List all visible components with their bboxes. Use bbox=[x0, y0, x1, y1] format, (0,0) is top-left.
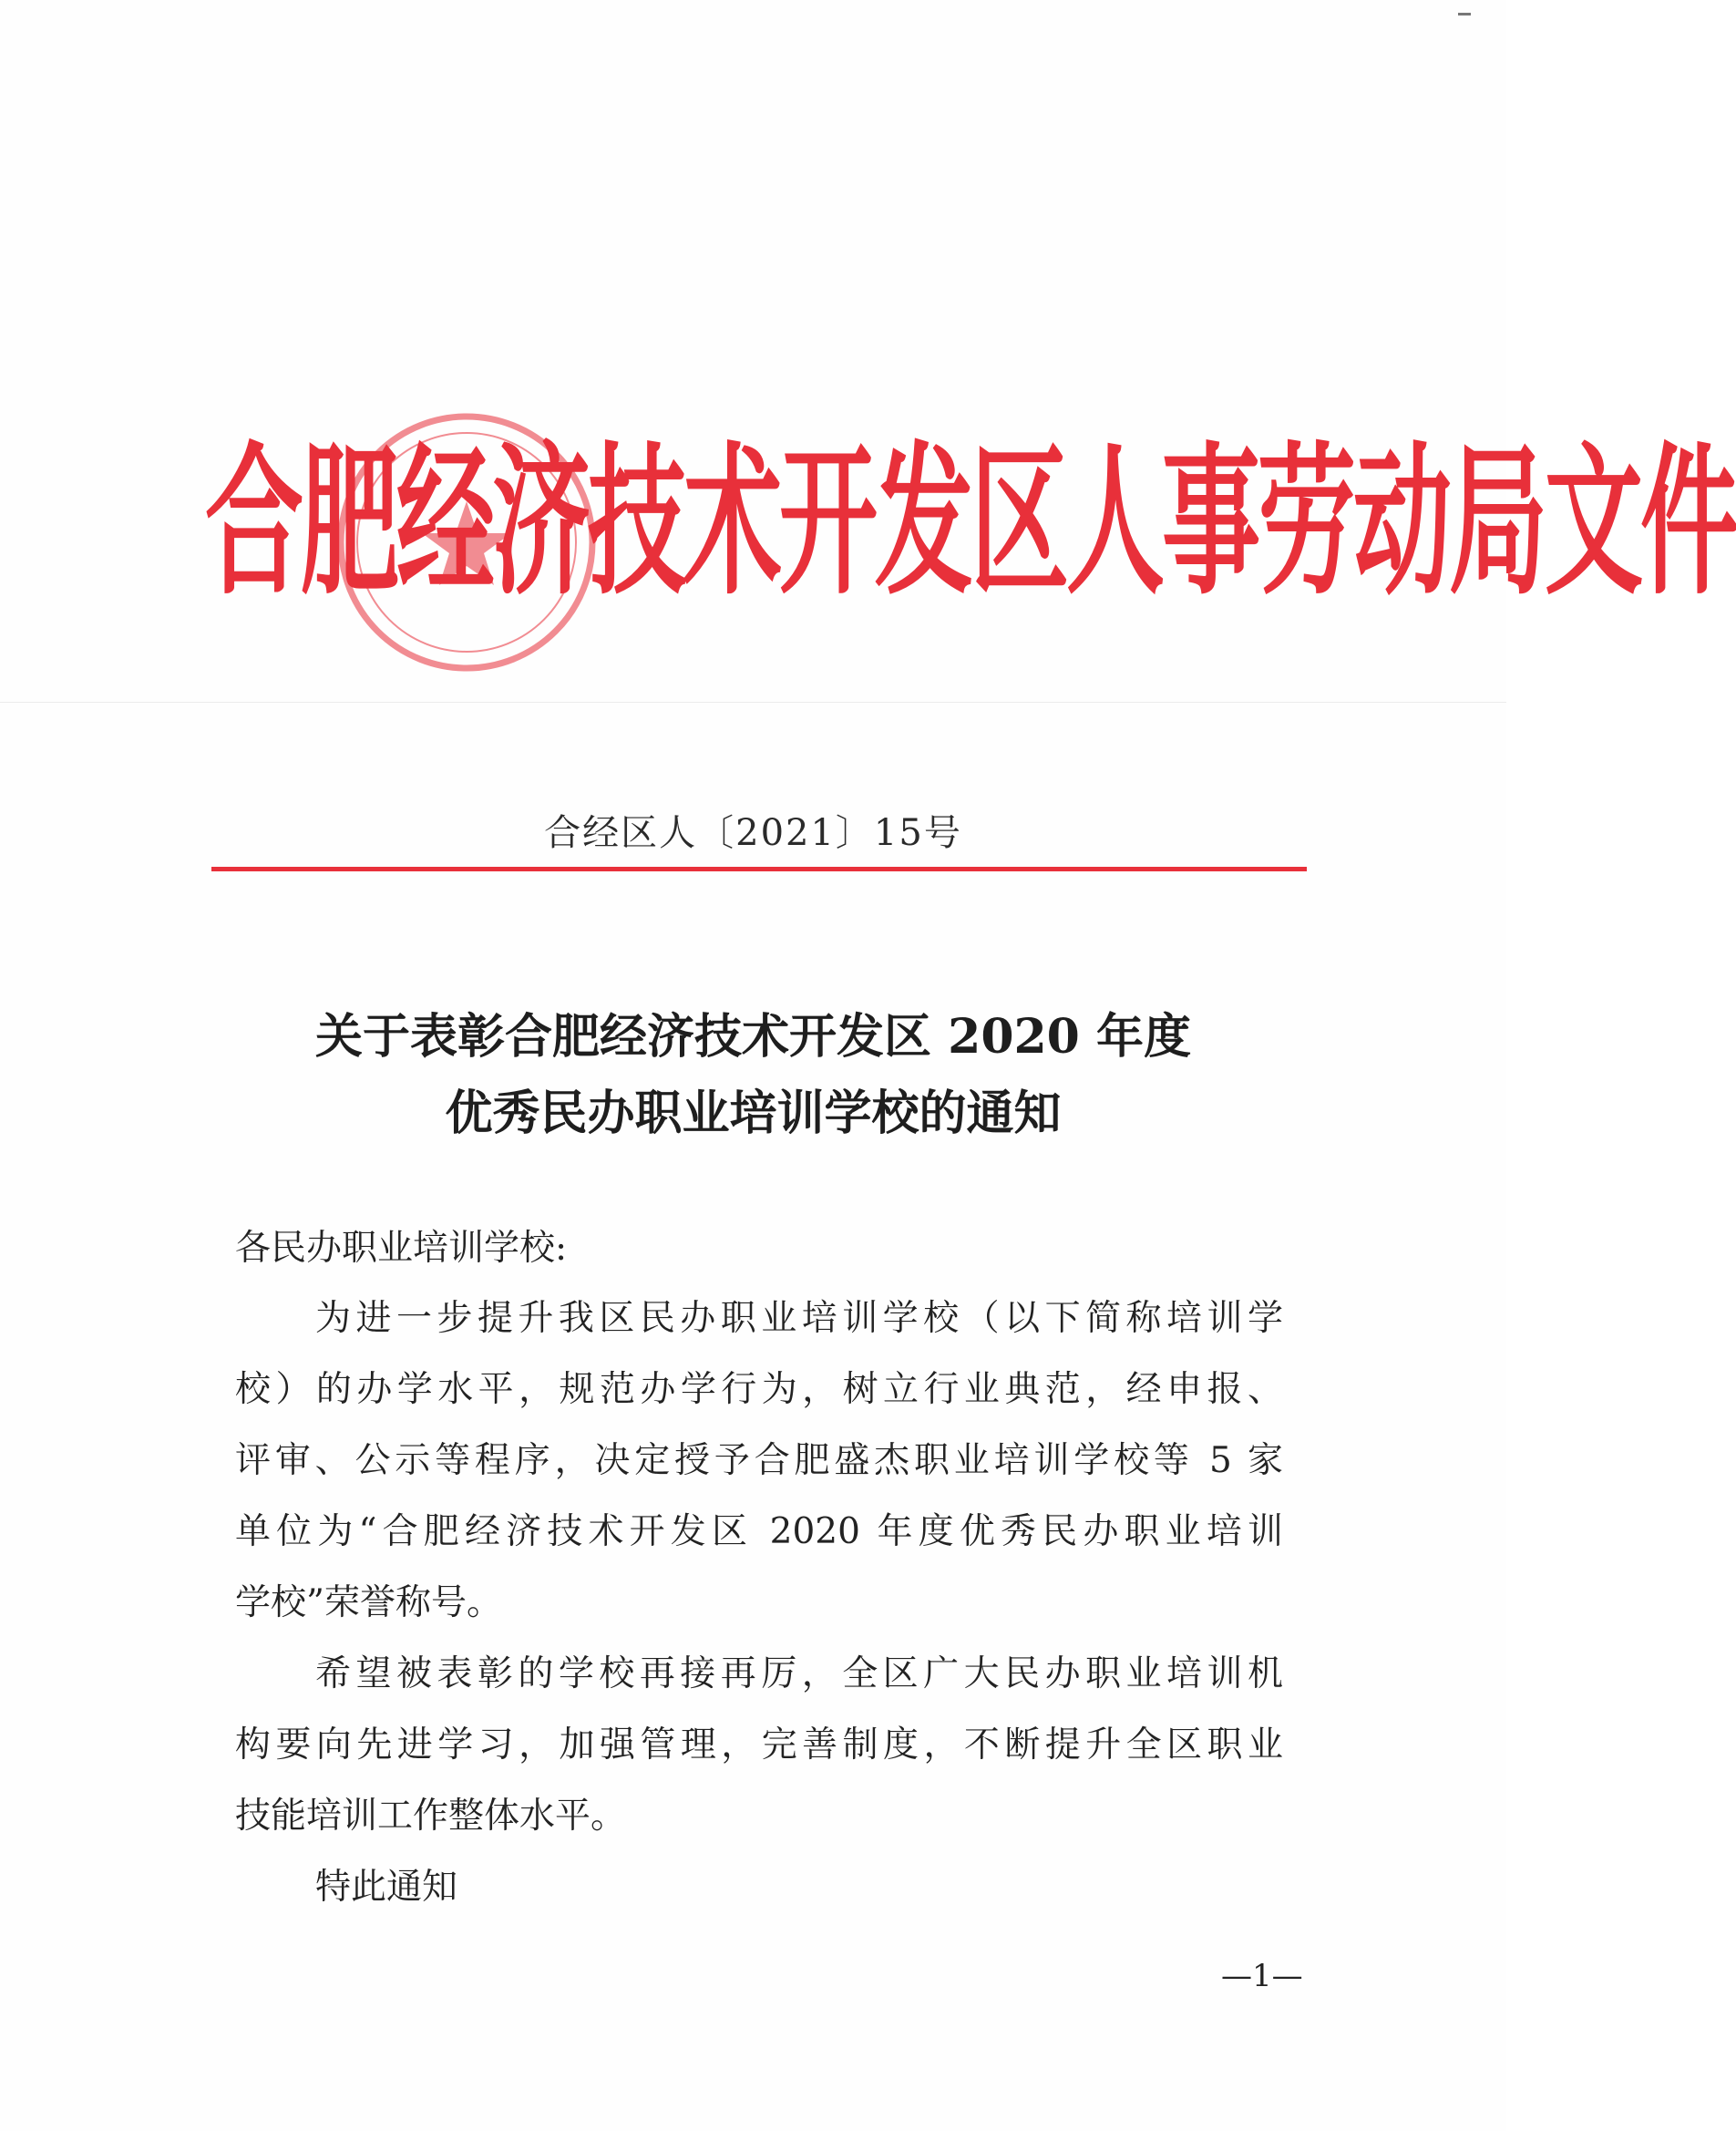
paragraph-line: 希望被表彰的学校再接再厉，全区广大民办职业培训机 bbox=[315, 1653, 1283, 1694]
notice-title-line-1: 关于表彰合肥经济技术开发区 2020 年度 bbox=[315, 1009, 1191, 1065]
closing-line: 特此通知 bbox=[315, 1867, 458, 1908]
paragraph-line: 为进一步提升我区民办职业培训学校（以下简称培训学 bbox=[315, 1298, 1283, 1339]
paragraph-line: 技能培训工作整体水平。 bbox=[235, 1796, 627, 1837]
paragraph-line: 学校”荣誉称号。 bbox=[235, 1582, 502, 1623]
paragraph-line: 评审、公示等程序，决定授予合肥盛杰职业培训学校等 5 家 bbox=[235, 1440, 1283, 1481]
paragraph-line: 构要向先进学习，加强管理，完善制度，不断提升全区职业 bbox=[235, 1724, 1283, 1766]
scan-fold-line bbox=[0, 702, 1506, 703]
document-number: 合经区人〔2021〕15号 bbox=[544, 812, 962, 854]
paragraph-line: 单位为“合肥经济技术开发区 2020 年度优秀民办职业培训 bbox=[235, 1511, 1283, 1552]
salutation: 各民办职业培训学校: bbox=[235, 1228, 568, 1269]
red-divider bbox=[211, 867, 1307, 871]
issuer-header: 合肥经济技术开发区人事劳动局文件 bbox=[205, 429, 1736, 618]
paragraph-line: 校）的办学水平，规范办学行为，树立行业典范，经申报、 bbox=[235, 1369, 1283, 1410]
notice-title-line-2: 优秀民办职业培训学校的通知 bbox=[445, 1086, 1062, 1141]
scan-mark bbox=[1458, 13, 1471, 15]
page-number: —1— bbox=[1221, 1958, 1303, 1994]
